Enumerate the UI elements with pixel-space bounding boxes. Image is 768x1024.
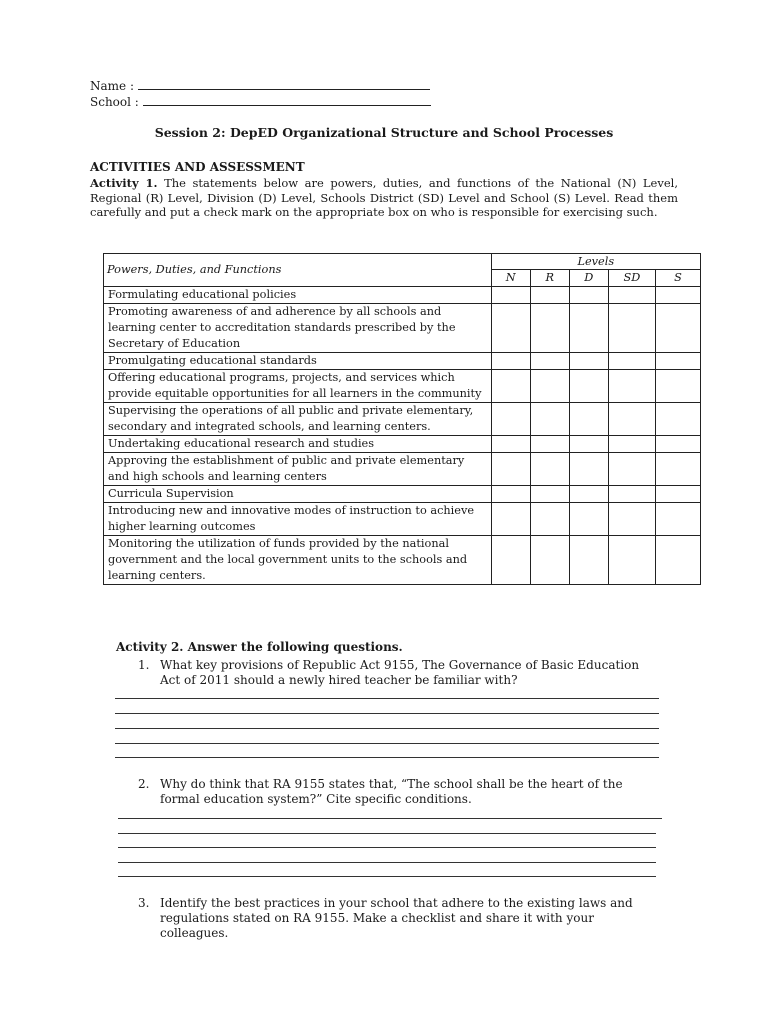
table-row <box>104 403 701 436</box>
question-3 <box>138 896 678 944</box>
function-cell: Offering educational programs, projects, and services which provide equitable opportunities for all learners in the community <box>104 370 492 403</box>
check-box-s[interactable] <box>655 370 700 403</box>
check-box-d[interactable] <box>569 503 608 536</box>
check-box-n[interactable] <box>491 436 530 453</box>
question-2 <box>138 777 678 809</box>
school-field-row <box>90 94 431 110</box>
level-header-r: R <box>530 270 569 287</box>
level-header-sd: SD <box>608 270 655 287</box>
answer-line[interactable] <box>115 728 659 729</box>
session-title: Session 2: DepED Organizational Structure and School Processes <box>154 125 614 140</box>
check-box-r[interactable] <box>530 403 569 436</box>
check-box-d[interactable] <box>569 403 608 436</box>
activity1-text: The statements below are powers, duties, and functions of the National (N) Level, Regional (R) Level, Division (D) Level, Schools District (SD) Level and School (S) Level. Read them carefully and put a check mark on the appropriate box on who is responsible for exercising such. <box>90 176 678 219</box>
check-box-n[interactable] <box>491 304 530 353</box>
check-box-n[interactable] <box>491 503 530 536</box>
check-box-d[interactable] <box>569 370 608 403</box>
check-box-s[interactable] <box>655 503 700 536</box>
check-box-s[interactable] <box>655 403 700 436</box>
function-cell: Monitoring the utilization of funds provided by the national government and the local government units to the schools and learning centers. <box>104 536 492 585</box>
check-box-d[interactable] <box>569 436 608 453</box>
table-row <box>104 353 701 370</box>
check-box-n[interactable] <box>491 453 530 486</box>
name-label: Name : <box>90 79 134 93</box>
check-box-sd[interactable] <box>608 353 655 370</box>
answer-line[interactable] <box>115 757 659 758</box>
question-text: What key provisions of Republic Act 9155, The Governance of Basic Education Act of 2011 should a newly hired teacher be familiar with? <box>160 658 640 687</box>
check-box-d[interactable] <box>569 453 608 486</box>
table-row <box>104 486 701 503</box>
check-box-n[interactable] <box>491 536 530 585</box>
check-box-r[interactable] <box>530 304 569 353</box>
activity1-label: Activity 1. <box>90 176 158 190</box>
check-box-r[interactable] <box>530 536 569 585</box>
check-box-s[interactable] <box>655 304 700 353</box>
check-box-r[interactable] <box>530 453 569 486</box>
table-row <box>104 370 701 403</box>
table-row <box>104 304 701 353</box>
check-box-d[interactable] <box>569 287 608 304</box>
function-cell: Undertaking educational research and studies <box>104 436 492 453</box>
check-box-sd[interactable] <box>608 304 655 353</box>
check-box-s[interactable] <box>655 353 700 370</box>
check-box-n[interactable] <box>491 287 530 304</box>
question-number: 3. <box>138 896 150 910</box>
levels-table <box>103 253 701 585</box>
school-label: School : <box>90 95 139 109</box>
section-heading: ACTIVITIES AND ASSESSMENT <box>90 160 305 174</box>
name-input-line[interactable] <box>138 78 430 90</box>
check-box-n[interactable] <box>491 486 530 503</box>
check-box-s[interactable] <box>655 536 700 585</box>
question-number: 2. <box>138 777 150 791</box>
answer-line[interactable] <box>115 743 659 744</box>
school-input-line[interactable] <box>143 94 431 106</box>
function-cell: Formulating educational policies <box>104 287 492 304</box>
check-box-sd[interactable] <box>608 436 655 453</box>
name-field-row <box>90 78 430 94</box>
check-box-r[interactable] <box>530 436 569 453</box>
check-box-sd[interactable] <box>608 403 655 436</box>
question-text: Why do think that RA 9155 states that, “The school shall be the heart of the formal education system?” Cite specific conditions. <box>160 777 623 806</box>
check-box-s[interactable] <box>655 453 700 486</box>
check-box-s[interactable] <box>655 486 700 503</box>
check-box-d[interactable] <box>569 536 608 585</box>
activity1-instructions <box>90 176 678 220</box>
answer-line[interactable] <box>118 818 662 819</box>
function-cell: Promulgating educational standards <box>104 353 492 370</box>
check-box-d[interactable] <box>569 486 608 503</box>
check-box-r[interactable] <box>530 486 569 503</box>
function-cell: Introducing new and innovative modes of instruction to achieve higher learning outcomes <box>104 503 492 536</box>
levels-header: Levels <box>491 254 700 270</box>
table-row <box>104 536 701 585</box>
activity2-heading: Activity 2. Answer the following questions. <box>116 640 403 654</box>
function-cell: Supervising the operations of all public and private elementary, secondary and integrated schools, and learning centers. <box>104 403 492 436</box>
level-header-d: D <box>569 270 608 287</box>
check-box-n[interactable] <box>491 370 530 403</box>
check-box-r[interactable] <box>530 370 569 403</box>
check-box-s[interactable] <box>655 287 700 304</box>
check-box-sd[interactable] <box>608 536 655 585</box>
check-box-sd[interactable] <box>608 486 655 503</box>
function-header: Powers, Duties, and Functions <box>104 254 492 287</box>
level-header-n: N <box>491 270 530 287</box>
table-row <box>104 436 701 453</box>
answer-line[interactable] <box>115 713 659 714</box>
table-row <box>104 453 701 486</box>
function-cell: Approving the establishment of public and private elementary and high schools and learning centers <box>104 453 492 486</box>
answer-line[interactable] <box>118 847 656 848</box>
level-header-s: S <box>655 270 700 287</box>
check-box-n[interactable] <box>491 353 530 370</box>
table-row <box>104 503 701 536</box>
question-1 <box>138 658 678 690</box>
check-box-sd[interactable] <box>608 503 655 536</box>
question-text: Identify the best practices in your school that adhere to the existing laws and regulations stated on RA 9155. Make a checklist and share it with your colleagues. <box>160 896 633 940</box>
check-box-n[interactable] <box>491 403 530 436</box>
answer-line[interactable] <box>115 698 659 699</box>
check-box-s[interactable] <box>655 436 700 453</box>
check-box-r[interactable] <box>530 503 569 536</box>
answer-line[interactable] <box>118 862 656 863</box>
check-box-d[interactable] <box>569 304 608 353</box>
check-box-sd[interactable] <box>608 370 655 403</box>
table-row <box>104 287 701 304</box>
check-box-d[interactable] <box>569 353 608 370</box>
check-box-r[interactable] <box>530 353 569 370</box>
answer-line[interactable] <box>118 876 656 877</box>
answer-line[interactable] <box>118 833 656 834</box>
check-box-sd[interactable] <box>608 287 655 304</box>
check-box-sd[interactable] <box>608 453 655 486</box>
question-number: 1. <box>138 658 150 672</box>
function-cell: Promoting awareness of and adherence by all schools and learning center to accreditation standards prescribed by the Secretary of Education <box>104 304 492 353</box>
check-box-r[interactable] <box>530 287 569 304</box>
function-cell: Curricula Supervision <box>104 486 492 503</box>
